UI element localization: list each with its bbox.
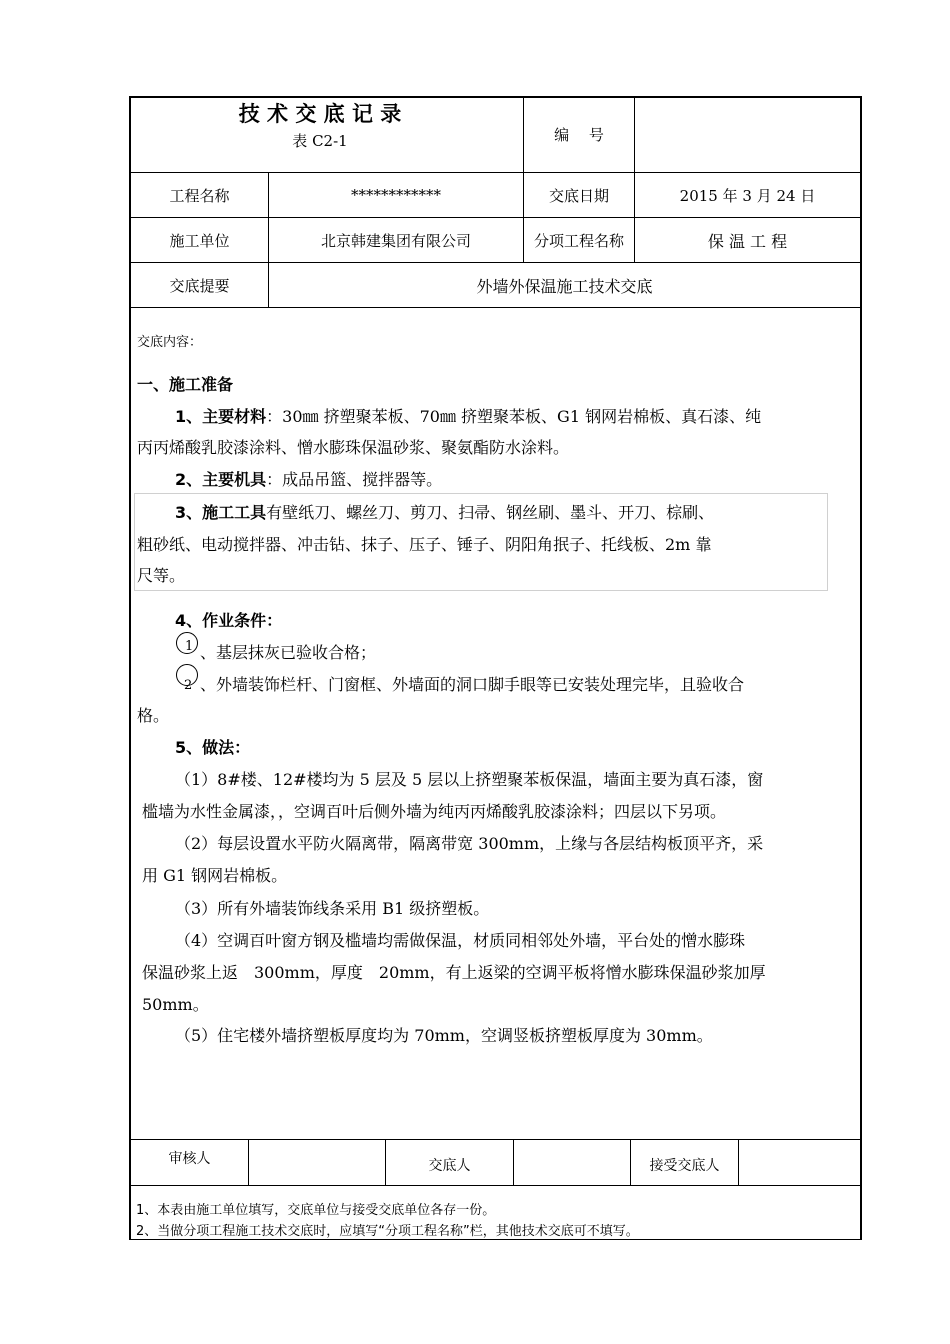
discloser-value xyxy=(514,1140,630,1185)
tools-line-1 xyxy=(175,497,714,528)
materials-line-1 xyxy=(175,401,761,432)
condition-2-number: 2 xyxy=(184,678,193,693)
project-name-value: ************ xyxy=(351,186,441,204)
materials-line-2: 丙丙烯酸乳胶漆涂料、憎水膨珠保温砂浆、聚氨酯防水涂料。 xyxy=(137,438,570,457)
method-2-line-2: 用 G1 钢网岩棉板。 xyxy=(142,866,288,885)
condition-2-line-2: 格。 xyxy=(137,706,170,725)
method-3: （3）所有外墙装饰线条采用 B1 级挤塑板。 xyxy=(175,899,490,918)
section-1-title: 一、施工准备 xyxy=(137,375,234,394)
method-heading: 5、做法： xyxy=(175,738,251,757)
materials-text: ：30㎜ 挤塑聚苯板、70㎜ 挤塑聚苯板、G1 钢网岩棉板、真石漆、纯 xyxy=(266,407,762,426)
materials-heading: 1、主要材料 xyxy=(175,407,267,426)
table-border-right xyxy=(860,96,862,1240)
method-1-line-1: （1）8#楼、12#楼均为 5 层及 5 层以上挤塑聚苯板保温，墙面主要为真石漆，窗 xyxy=(175,770,764,789)
conditions-heading: 4、作业条件： xyxy=(175,611,283,630)
number-value xyxy=(635,97,860,172)
reviewer-value xyxy=(249,1140,385,1185)
condition-1-number: 1 xyxy=(185,639,194,654)
contractor-value: 北京韩建集团有限公司 xyxy=(320,231,471,250)
sub-project-value: 保 温 工 程 xyxy=(707,231,788,251)
condition-1: 、基层抹灰已验收合格； xyxy=(200,643,377,662)
summary-value: 外墙外保温施工技术交底 xyxy=(476,276,653,296)
receiver-value xyxy=(739,1140,860,1185)
method-4-line-2: 保温砂浆上返 300mm，厚度 20mm，有上返梁的空调平板将憎水膨珠保温砂浆加厚 xyxy=(142,963,766,982)
method-1-line-2: 槛墙为水性金属漆，，空调百叶后侧外墙为纯丙丙烯酸乳胶漆涂料；四层以下另项。 xyxy=(142,802,727,821)
disclosure-date-value: 2015 年 3 月 24 日 xyxy=(679,186,816,205)
contractor-label: 施工单位 xyxy=(169,231,230,250)
project-name-label: 工程名称 xyxy=(169,186,230,205)
reviewer-label: 审核人 xyxy=(168,1151,211,1167)
method-5: （5）住宅楼外墙挤塑板厚度均为 70mm，空调竖板挤塑板厚度为 30mm。 xyxy=(175,1026,713,1045)
sub-project-label: 分项工程名称 xyxy=(533,231,624,250)
method-4-line-3: 50mm。 xyxy=(142,995,209,1014)
method-2-line-1: （2）每层设置水平防火隔离带，隔离带宽 300mm，上缘与各层结构板顶平齐，采 xyxy=(175,834,764,853)
note-1: 1、本表由施工单位填写，交底单位与接受交底单位各存一份。 xyxy=(136,1203,496,1218)
equipment-heading: 2、主要机具 xyxy=(175,470,267,489)
method-4-line-1: （4）空调百叶窗方钢及槛墙均需做保温，材质同相邻处外墙，平台处的憎水膨珠 xyxy=(175,931,746,950)
equipment-line xyxy=(175,464,442,495)
discloser-label: 交底人 xyxy=(428,1158,471,1174)
row-line xyxy=(129,307,862,308)
tools-heading: 3、施工工具 xyxy=(175,503,267,522)
document-title: 技 术 交 底 记 录 xyxy=(238,102,402,126)
number-label: 编 号 xyxy=(554,126,604,144)
tools-text: 有壁纸刀、螺丝刀、剪刀、扫帚、钢丝刷、墨斗、开刀、棕刷、 xyxy=(266,503,715,522)
note-2: 2、当做分项工程施工技术交底时，应填写“分项工程名称”栏，其他技术交底可不填写。 xyxy=(136,1224,639,1239)
tools-line-3: 尺等。 xyxy=(137,566,186,585)
receiver-label: 接受交底人 xyxy=(649,1158,720,1174)
table-border-bottom xyxy=(129,1239,862,1240)
form-code: 表 C2-1 xyxy=(292,132,348,150)
tools-line-2: 粗砂纸、电动搅拌器、冲击钻、抹子、压子、锤子、阴阳角抿子、托线板、2m 靠 xyxy=(137,535,712,554)
equipment-text: ：成品吊篮、搅拌器等。 xyxy=(266,470,443,489)
condition-2-line-1: 、外墙装饰栏杆、门窗框、外墙面的洞口脚手眼等已安装处理完毕，且验收合 xyxy=(200,675,745,694)
content-label: 交底内容： xyxy=(137,335,203,350)
disclosure-date-label: 交底日期 xyxy=(548,186,609,205)
summary-label: 交底提要 xyxy=(169,276,230,295)
